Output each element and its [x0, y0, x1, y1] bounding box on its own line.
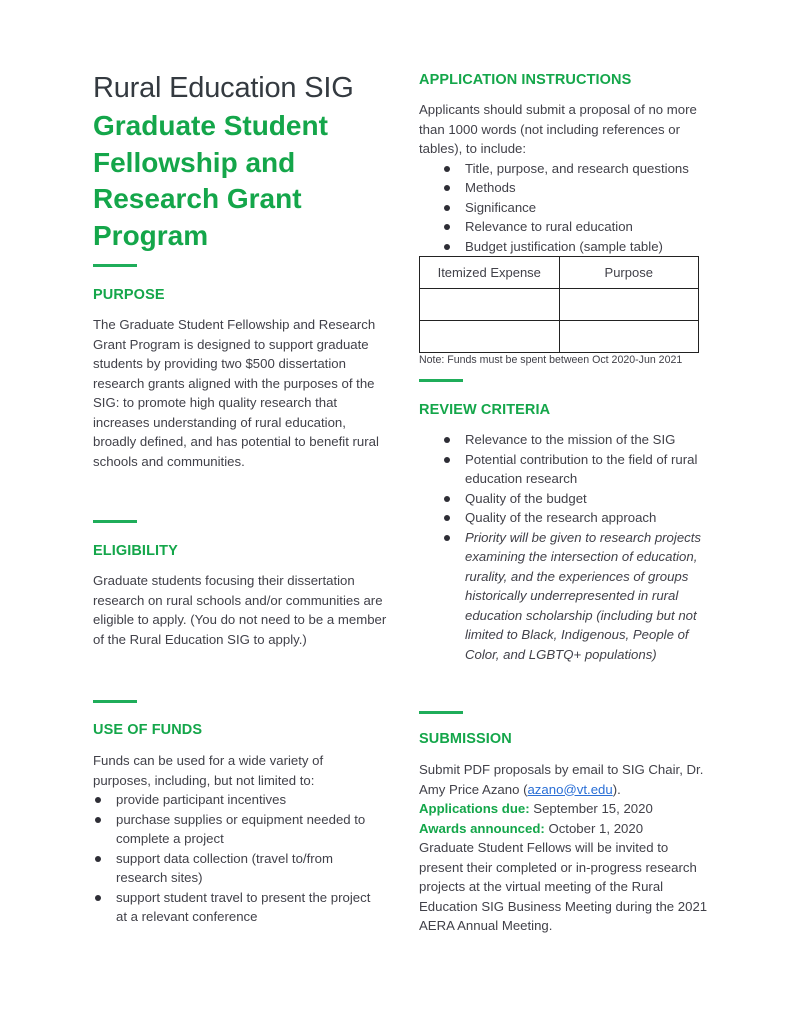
divider	[419, 711, 463, 714]
table-row	[420, 321, 699, 353]
program-title: Graduate Student Fellowship and Research Grant Program	[93, 110, 328, 251]
list-item: Title, purpose, and research questions	[419, 159, 711, 179]
table-cell	[420, 321, 560, 353]
budget-note: Note: Funds must be spent between Oct 2020-Jun 2021	[419, 354, 683, 366]
submission-closing: Graduate Student Fellows will be invited to present their completed or in-progress research projects at the virtual meeting of the Rural Education SIG Business Meeting during the 2021 AERA Annual Meeting.	[419, 840, 708, 933]
awards-announced	[419, 819, 715, 839]
eligibility-body: Graduate students focusing their dissertation research on rural schools and/or communities are eligible to apply. (You do not need to be a member of the Rural Education SIG to apply.)	[93, 573, 387, 647]
applications-due-value: September 15, 2020	[529, 801, 653, 816]
list-item: Methods	[419, 178, 711, 198]
applications-due-label: Applications due:	[419, 801, 530, 816]
bullet-icon	[95, 856, 101, 862]
application-instructions-heading: APPLICATION INSTRUCTIONS	[419, 72, 632, 88]
list-item: Relevance to the mission of the SIG	[419, 430, 709, 450]
divider	[419, 379, 463, 382]
bullet-icon	[444, 166, 450, 172]
use-of-funds-section	[93, 751, 383, 927]
list-item: provide participant incentives	[93, 790, 383, 810]
list-item-priority: Priority will be given to research projects examining the intersection of education, rurality, and the experiences of groups historically underrepresented in rural education scholarship (including but not limited to Black, Indigenous, People of Color, and LGBTQ+ populations)	[419, 528, 709, 665]
bullet-icon	[444, 185, 450, 191]
list-item: Relevance to rural education	[419, 217, 711, 237]
submission-instructions: Submit PDF proposals by email to SIG Chair, Dr. Amy Price Azano (azano@vt.edu).	[419, 762, 704, 797]
table-row	[420, 289, 699, 321]
purpose-heading: PURPOSE	[93, 287, 165, 303]
org-title: Rural Education SIG	[93, 72, 354, 104]
eligibility-heading: ELIGIBILITY	[93, 543, 178, 559]
bullet-icon	[444, 457, 450, 463]
list-item: Quality of the budget	[419, 489, 709, 509]
list-item: purchase supplies or equipment needed to complete a project	[93, 810, 383, 849]
use-of-funds-list	[93, 790, 383, 927]
bullet-icon	[444, 535, 450, 541]
submission-heading: SUBMISSION	[419, 731, 512, 747]
table-header-row	[420, 257, 699, 289]
review-criteria-list	[419, 430, 709, 664]
list-item: Significance	[419, 198, 711, 218]
use-of-funds-intro: Funds can be used for a wide variety of purposes, including, but not limited to:	[93, 753, 324, 788]
list-item: support data collection (travel to/from research sites)	[93, 849, 383, 888]
bullet-icon	[444, 437, 450, 443]
awards-announced-label: Awards announced:	[419, 820, 545, 836]
budget-sample-table	[419, 256, 699, 353]
purpose-body: The Graduate Student Fellowship and Research Grant Program is designed to support graduate students by providing two $500 dissertation research grants aligned with the purposes of the SIG: to promote high quality research that increases understanding of rural education, broadly defined, and has potential to benefit rural schools and communities.	[93, 317, 379, 469]
list-item: Budget justification (sample table)	[419, 237, 711, 257]
bullet-icon	[95, 797, 101, 803]
applications-due	[419, 799, 715, 819]
review-criteria-section	[419, 430, 709, 664]
bullet-icon	[95, 895, 101, 901]
table-cell	[420, 289, 560, 321]
submission-section	[419, 760, 715, 936]
application-requirements-list	[419, 159, 711, 257]
awards-announced-value: October 1, 2020	[544, 820, 644, 836]
list-item: support student travel to present the project at a relevant conference	[93, 888, 383, 927]
divider	[93, 520, 137, 523]
table-cell	[559, 289, 699, 321]
application-instructions-section	[419, 100, 711, 256]
list-item: Potential contribution to the field of rural education research	[419, 450, 709, 489]
divider	[93, 700, 137, 703]
bullet-icon	[444, 244, 450, 250]
email-link[interactable]: azano@vt.edu	[527, 781, 613, 797]
review-criteria-heading: REVIEW CRITERIA	[419, 402, 551, 418]
application-instructions-intro: Applicants should submit a proposal of no more than 1000 words (not including references or tables), to include:	[419, 102, 697, 156]
bullet-icon	[444, 205, 450, 211]
table-header-cell: Purpose	[559, 257, 699, 289]
bullet-icon	[95, 817, 101, 823]
use-of-funds-heading: USE OF FUNDS	[93, 722, 203, 738]
divider	[93, 264, 137, 267]
table-cell	[559, 321, 699, 353]
bullet-icon	[444, 224, 450, 230]
bullet-icon	[444, 515, 450, 521]
table-header-cell: Itemized Expense	[420, 257, 560, 289]
bullet-icon	[444, 496, 450, 502]
list-item: Quality of the research approach	[419, 508, 709, 528]
